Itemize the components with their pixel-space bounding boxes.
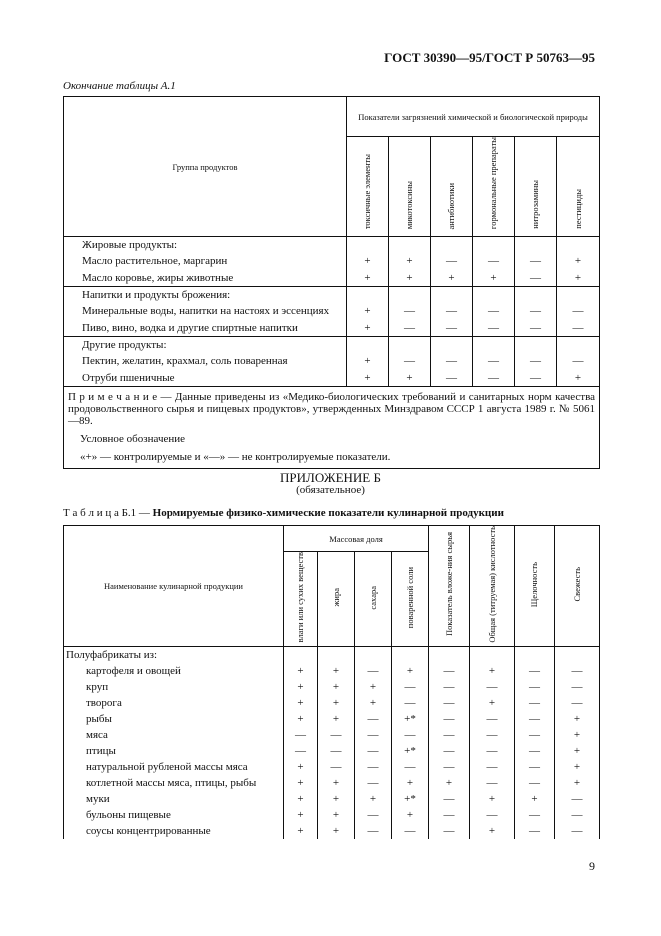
indicator-value: — (515, 370, 557, 387)
indicator-value: + (355, 791, 392, 807)
indicator-value: — (392, 679, 429, 695)
table-a-section-row (64, 337, 600, 353)
indicator-value: — (355, 663, 392, 679)
table-b-row (64, 791, 600, 807)
empty-cell (347, 337, 389, 353)
dish-name: муки (86, 792, 110, 805)
indicator-value: + (347, 270, 389, 287)
indicator-value: — (429, 791, 470, 807)
indicator-value: — (431, 320, 473, 337)
product-name: Пектин, желатин, крахмал, соль поваренная (82, 355, 288, 368)
indicator-value: + (347, 253, 389, 270)
table-a-row (64, 303, 600, 320)
table-b-row (64, 743, 600, 759)
indicator-value: — (515, 663, 555, 679)
indicator-value: — (429, 663, 470, 679)
section-title: Напитки и продукты брожения: (64, 287, 347, 303)
dish-name: птицы (86, 744, 116, 757)
indicator-value: — (318, 743, 355, 759)
indicator-value: — (515, 823, 555, 839)
indicator-value: — (473, 320, 515, 337)
indicator-value: — (392, 695, 429, 711)
indicator-value: — (355, 759, 392, 775)
indicator-value: — (470, 679, 515, 695)
indicator-value: + (473, 270, 515, 287)
legend-text: «+» — контролируемые и «—» — не контролируемые показатели. (80, 451, 391, 464)
empty-cell (515, 646, 555, 663)
indicator-value: + (429, 775, 470, 791)
table-a-col-header: антибиотики (431, 137, 473, 237)
indicator-value: + (284, 791, 318, 807)
table-a-row (64, 253, 600, 270)
dish-name: творога (86, 696, 122, 709)
indicator-value: + (515, 791, 555, 807)
empty-cell (284, 646, 318, 663)
mass-header: Массовая доля (284, 526, 429, 552)
indicator-value: — (555, 679, 600, 695)
col-mass-3: поваренной соли (392, 552, 429, 647)
indicator-value: — (355, 775, 392, 791)
indicator-value: + (470, 791, 515, 807)
table-a-row (64, 353, 600, 370)
document-code: ГОСТ 30390—95/ГОСТ Р 50763—95 (384, 50, 595, 65)
indicator-value: — (473, 353, 515, 370)
indicator-value: — (515, 320, 557, 337)
indicator-value: — (355, 823, 392, 839)
indicator-value: + (347, 353, 389, 370)
table-b-row (64, 727, 600, 743)
indicator-value: + (470, 823, 515, 839)
indicator-value: — (431, 303, 473, 320)
indicator-value: — (284, 727, 318, 743)
indicator-value: — (429, 679, 470, 695)
table-b-body (64, 646, 600, 839)
indicator-value: — (470, 759, 515, 775)
col-other-3: Свежесть (555, 526, 600, 647)
table-a-col-header: пестициды (557, 137, 600, 237)
indicator-value: +* (392, 791, 429, 807)
indicator-value: — (392, 759, 429, 775)
indicator-value: — (429, 743, 470, 759)
indicator-value: — (355, 743, 392, 759)
indicator-value: — (429, 711, 470, 727)
table-b-row (64, 759, 600, 775)
indicator-value: — (515, 807, 555, 823)
table-b-row (64, 679, 600, 695)
indicator-value: — (429, 759, 470, 775)
dish-name: мяса (86, 728, 108, 741)
indicator-value: — (429, 823, 470, 839)
table-b-row (64, 711, 600, 727)
table-a-body (64, 237, 600, 387)
table-a-col-header: токсичные элементы (347, 137, 389, 237)
indicator-value: — (515, 711, 555, 727)
indicator-value: + (318, 791, 355, 807)
indicator-value: + (431, 270, 473, 287)
product-name: Минеральные воды, напитки на настоях и эссенциях (82, 305, 330, 318)
indicator-value: + (318, 823, 355, 839)
indicator-value: + (557, 253, 600, 270)
empty-cell (470, 646, 515, 663)
indicator-value: — (429, 727, 470, 743)
table-b-caption-prefix: Т а б л и ц а Б.1 — (63, 507, 150, 519)
indicator-value: — (389, 320, 431, 337)
indicator-value: — (555, 663, 600, 679)
indicator-value: + (389, 270, 431, 287)
table-b-group-row (64, 646, 600, 663)
empty-cell (431, 337, 473, 353)
table-a-section-row (64, 287, 600, 303)
indicator-value: — (470, 727, 515, 743)
indicator-value: + (555, 743, 600, 759)
indicator-value: — (515, 353, 557, 370)
indicator-value: + (318, 663, 355, 679)
indicator-value: + (318, 695, 355, 711)
indicator-value: + (318, 679, 355, 695)
empty-cell (392, 646, 429, 663)
indicator-value: + (284, 759, 318, 775)
indicator-value: — (473, 303, 515, 320)
table-a-row (64, 320, 600, 337)
indicator-value: + (284, 663, 318, 679)
indicator-value: + (392, 663, 429, 679)
indicator-value: + (318, 775, 355, 791)
indicator-value: — (318, 727, 355, 743)
appendix-title: ПРИЛОЖЕНИЕ Б (280, 470, 381, 485)
indicator-value: +* (392, 711, 429, 727)
indicator-value: + (347, 303, 389, 320)
col-mass-0: влаги или сухих веществ (284, 552, 318, 647)
table-b-row (64, 695, 600, 711)
indicator-value: + (355, 679, 392, 695)
empty-cell (389, 287, 431, 303)
empty-cell (389, 337, 431, 353)
indicator-value: + (284, 807, 318, 823)
indicator-value: + (284, 775, 318, 791)
table-a (63, 96, 600, 469)
indicator-value: — (515, 775, 555, 791)
indicator-value: — (515, 679, 555, 695)
table-a-row (64, 370, 600, 387)
indicator-value: — (473, 253, 515, 270)
indicator-value: + (355, 695, 392, 711)
dish-name: соусы концентрированные (86, 824, 211, 837)
dish-name: котлетной массы мяса, птицы, рыбы (86, 776, 257, 789)
indicator-value: + (318, 807, 355, 823)
section-title: Другие продукты: (64, 337, 347, 353)
indicator-value: — (470, 775, 515, 791)
indicator-value: — (389, 353, 431, 370)
indicator-value: + (347, 370, 389, 387)
indicator-value: + (347, 320, 389, 337)
indicator-value: + (470, 663, 515, 679)
table-b (63, 525, 600, 839)
indicator-value: — (429, 807, 470, 823)
indicator-value: — (392, 727, 429, 743)
product-name: Масло коровье, жиры животные (82, 271, 234, 284)
product-name: Отруби пшеничные (82, 371, 175, 384)
empty-cell (515, 337, 557, 353)
indicator-value: — (515, 303, 557, 320)
dish-name: бульоны пищевые (86, 808, 171, 821)
indicator-value: + (389, 370, 431, 387)
empty-cell (473, 287, 515, 303)
page-number: 9 (589, 859, 595, 873)
indicator-value: + (555, 711, 600, 727)
table-b-row (64, 775, 600, 791)
empty-cell (318, 646, 355, 663)
group-title: Полуфабрикаты из: (66, 648, 158, 661)
indicator-value: — (431, 370, 473, 387)
indicator-value: — (470, 711, 515, 727)
empty-cell (515, 237, 557, 253)
empty-cell (355, 646, 392, 663)
indicator-value: — (557, 353, 600, 370)
legend-title: Условное обозначение (80, 433, 186, 446)
appendix-subtitle: (обязательное) (296, 484, 365, 496)
empty-cell (347, 287, 389, 303)
indicator-value: + (392, 807, 429, 823)
table-a-col-header: гормональные препараты (473, 137, 515, 237)
indicator-value: +* (392, 743, 429, 759)
indicator-value: + (470, 695, 515, 711)
indicator-value: — (515, 695, 555, 711)
empty-cell (473, 237, 515, 253)
indicators-header: Показатели загрязнений химической и биологической природы (347, 97, 600, 137)
table-a-row (64, 270, 600, 287)
indicator-value: — (470, 743, 515, 759)
table-a-col-header: микотоксины (389, 137, 431, 237)
indicator-value: + (555, 759, 600, 775)
empty-cell (557, 287, 600, 303)
indicator-value: — (515, 743, 555, 759)
dish-name: круп (86, 680, 109, 693)
indicator-value: — (431, 253, 473, 270)
indicator-value: — (555, 791, 600, 807)
table-b-row (64, 663, 600, 679)
table-a-col-header: нитрозамины (515, 137, 557, 237)
col-mass-2: сахара (355, 552, 392, 647)
table-b-row (64, 807, 600, 823)
indicator-value: + (284, 695, 318, 711)
indicator-value: — (392, 823, 429, 839)
table-b-row (64, 823, 600, 839)
indicator-value: + (555, 775, 600, 791)
indicator-value: — (473, 370, 515, 387)
empty-cell (389, 237, 431, 253)
group-header: Группа продуктов (64, 97, 347, 237)
indicator-value: — (515, 270, 557, 287)
empty-cell (515, 287, 557, 303)
indicator-value: + (555, 727, 600, 743)
name-header: Наименование кулинарной продукции (64, 526, 284, 647)
table-a-note: П р и м е ч а н и е — Данные приведены из «Медико-биологических требований и санитарных норм качества продовольственного сырья и пищевых продуктов», утвержденных Минздравом СССР 1 августа 1989 г. № 5061—89. (64, 387, 600, 430)
indicator-value: — (515, 759, 555, 775)
indicator-value: — (557, 303, 600, 320)
empty-cell (555, 646, 600, 663)
indicator-value: + (318, 711, 355, 727)
indicator-value: — (557, 320, 600, 337)
table-a-caption: Окончание таблицы А.1 (63, 80, 176, 92)
product-name: Пиво, вино, водка и другие спиртные напитки (82, 321, 298, 334)
indicator-value: — (515, 253, 557, 270)
indicator-value: — (318, 759, 355, 775)
indicator-value: — (355, 727, 392, 743)
col-other-1: Общая (титруемая) кислотность (470, 526, 515, 647)
indicator-value: + (389, 253, 431, 270)
indicator-value: — (284, 743, 318, 759)
table-b-caption-title: Нормируемые физико-химические показатели кулинарной продукции (152, 507, 504, 519)
section-title: Жировые продукты: (64, 237, 347, 253)
empty-cell (347, 237, 389, 253)
indicator-value: — (470, 807, 515, 823)
dish-name: натуральной рубленой массы мяса (86, 760, 248, 773)
empty-cell (557, 237, 600, 253)
indicator-value: — (389, 303, 431, 320)
col-other-0: Показатель вложе-ния сырья (429, 526, 470, 647)
empty-cell (431, 237, 473, 253)
product-name: Масло растительное, маргарин (82, 255, 228, 268)
indicator-value: + (557, 270, 600, 287)
indicator-value: + (392, 775, 429, 791)
indicator-value: + (557, 370, 600, 387)
indicator-value: + (284, 679, 318, 695)
indicator-value: — (555, 807, 600, 823)
indicator-value: — (429, 695, 470, 711)
table-a-section-row (64, 237, 600, 253)
indicator-value: — (515, 727, 555, 743)
indicator-value: — (355, 711, 392, 727)
indicator-value: — (555, 823, 600, 839)
table-b-caption (63, 507, 504, 519)
dish-name: рыбы (86, 712, 112, 725)
dish-name: картофеля и овощей (86, 664, 181, 677)
indicator-value: — (431, 353, 473, 370)
empty-cell (557, 337, 600, 353)
col-mass-1: жира (318, 552, 355, 647)
indicator-value: + (284, 711, 318, 727)
empty-cell (431, 287, 473, 303)
indicator-value: — (555, 695, 600, 711)
empty-cell (473, 337, 515, 353)
indicator-value: — (355, 807, 392, 823)
col-other-2: Щелочность (515, 526, 555, 647)
empty-cell (429, 646, 470, 663)
indicator-value: + (284, 823, 318, 839)
